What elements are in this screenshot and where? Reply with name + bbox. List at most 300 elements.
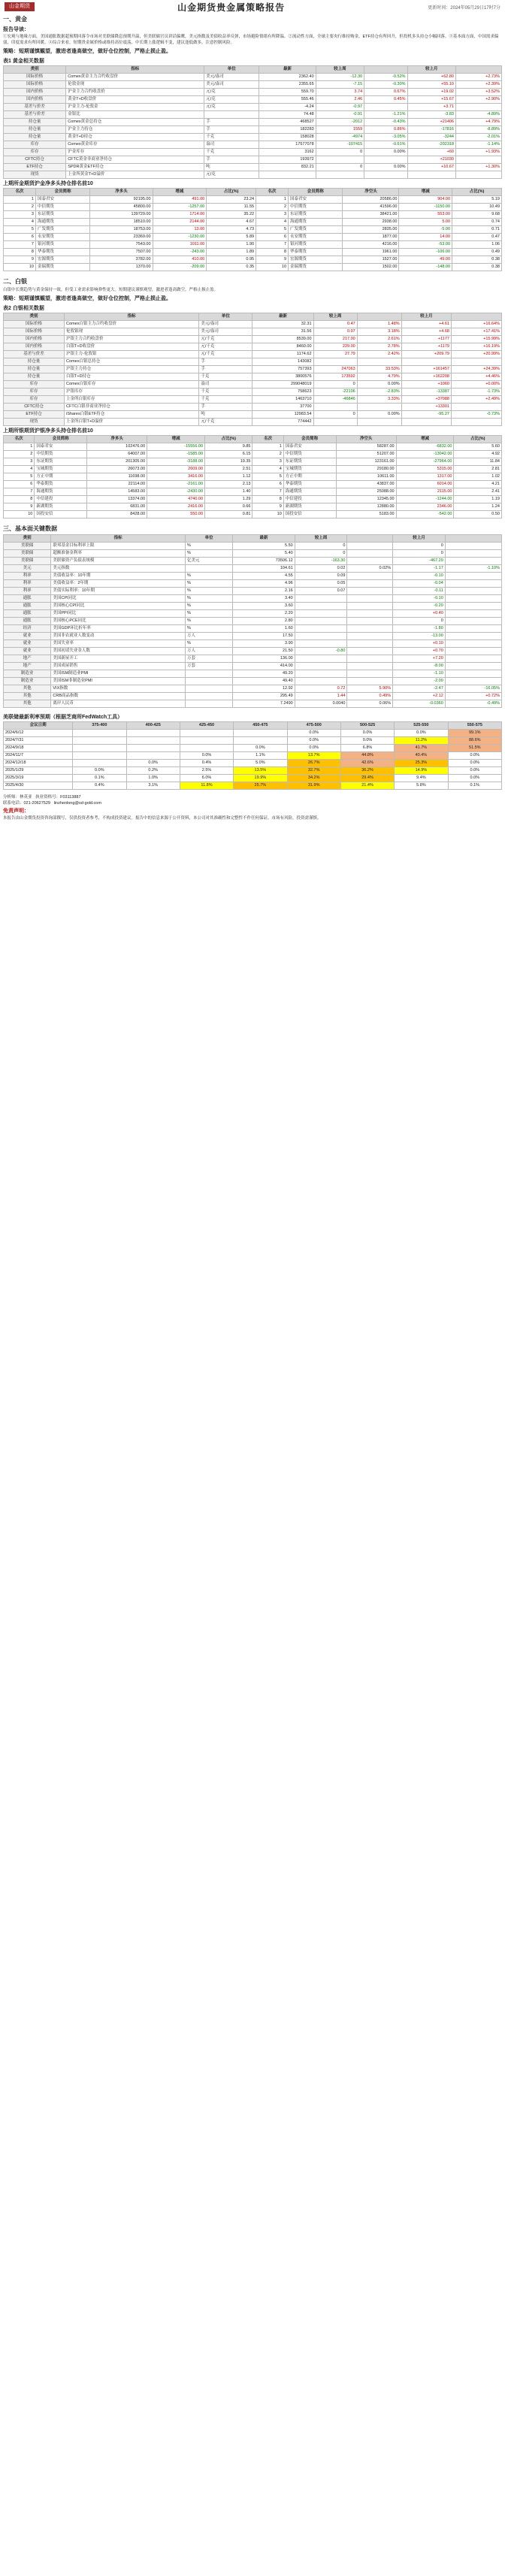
table-cell: 4.96: [233, 580, 295, 588]
author-qualification: 执业资格号：F03113887: [35, 795, 81, 800]
table-cell: -2.01%: [456, 134, 502, 141]
table-cell: Comex白银总持仓: [65, 358, 199, 366]
table-cell: 海通期货: [35, 488, 87, 496]
table-cell: 就业: [4, 648, 51, 655]
table-cell: -1244.00: [396, 496, 454, 503]
table-cell: 0.0%: [287, 745, 340, 752]
table-cell: 库存: [4, 149, 66, 156]
table-cell: 0.00%: [364, 149, 407, 156]
table-cell: -107415: [316, 141, 364, 149]
table-cell: 2.80: [233, 618, 295, 625]
table-cell: +24.39%: [451, 366, 501, 373]
table-cell: [456, 171, 502, 179]
table-cell: 559.70: [259, 89, 316, 96]
table-cell: [451, 404, 501, 411]
table-cell: 12880.00: [336, 503, 396, 511]
table-cell: 沪金主力合约收盘价: [66, 89, 204, 96]
table-cell: 手: [204, 156, 259, 164]
table-cell: 23369.00: [90, 234, 153, 241]
table-row: [4, 111, 502, 119]
table-cell: 758623: [252, 389, 313, 396]
table-cell: 10: [4, 511, 35, 519]
table-cell: 553.00: [399, 211, 452, 219]
table-cell: 1011.00: [153, 241, 207, 249]
table-cell: -13042.00: [396, 451, 454, 458]
table-cell: 5: [4, 226, 36, 234]
table-cell: [445, 648, 501, 655]
table-cell: 19.9%: [234, 775, 287, 782]
table-cell: [73, 752, 126, 760]
column-header: 净多头: [87, 436, 147, 443]
table-cell: +15.99%: [451, 336, 501, 343]
contact-phone: 联系电话：021-20627529: [3, 801, 50, 806]
table-cell: 美元指数: [51, 565, 186, 573]
table-cell: 4.21: [454, 481, 502, 488]
table-cell: 0: [393, 550, 446, 558]
table-cell: +3.71: [407, 104, 455, 111]
table-row: [4, 373, 502, 381]
table-cell: [180, 730, 233, 737]
table-cell: +162208: [401, 373, 451, 381]
table-cell: 东证期货: [289, 211, 343, 219]
table-cell: %: [185, 625, 232, 633]
table-cell: 2.46: [316, 96, 364, 104]
table-cell: 2938.00: [343, 219, 399, 226]
macro-data-table: [3, 534, 502, 708]
table-cell: +1060: [401, 381, 451, 389]
table-cell: -542.00: [396, 511, 454, 519]
table-cell: 1: [4, 196, 36, 204]
table-cell: 2144.00: [153, 219, 207, 226]
column-header: 450-475: [234, 722, 287, 730]
table-row: [4, 663, 502, 670]
table-cell: 7507.00: [90, 249, 153, 256]
table-cell: 49.40: [233, 678, 295, 685]
table-cell: [185, 565, 232, 573]
table-cell: 基差与价差: [4, 351, 65, 358]
gold-guide-title: 报告导读：: [3, 27, 29, 32]
table-cell: +0.72%: [445, 693, 501, 700]
table-cell: 元/克: [204, 96, 259, 104]
table-cell: 3: [252, 458, 283, 466]
table-cell: 5.60: [454, 443, 502, 451]
table-cell: %: [185, 580, 232, 588]
table-row: [4, 249, 502, 256]
table-cell: 通胀: [4, 618, 51, 625]
gold-table-title: 表1 黄金相关数据: [3, 59, 44, 64]
table-cell: 0.05: [295, 580, 347, 588]
table-cell: 持仓量: [4, 126, 66, 134]
table-cell: [445, 670, 501, 678]
table-cell: 手: [199, 404, 252, 411]
table-cell: +0.40: [393, 610, 446, 618]
table-cell: +16.19%: [451, 343, 501, 351]
table-cell: 金瑞期货: [35, 264, 89, 271]
table-cell: [451, 358, 501, 366]
table-cell: 1502.00: [343, 264, 399, 271]
table-cell: 手: [199, 366, 252, 373]
table-cell: 东证期货: [35, 211, 89, 219]
table-cell: 持仓量: [4, 134, 66, 141]
table-row: [4, 693, 502, 700]
column-header: 最新: [252, 313, 313, 321]
table-cell: 吨: [204, 164, 259, 171]
table-cell: 2.16: [233, 588, 295, 595]
table-cell: 173592: [313, 373, 357, 381]
table-row: [4, 381, 502, 389]
table-cell: 美元: [4, 565, 51, 573]
table-cell: 5: [4, 473, 35, 481]
gold-data-table: [3, 65, 502, 179]
table-cell: 美债实际利率：10年期: [51, 588, 186, 595]
table-cell: 手: [204, 119, 259, 126]
table-cell: [445, 663, 501, 670]
table-cell: 联邦基金目标利率上限: [51, 543, 186, 550]
table-cell: -1.10: [393, 670, 446, 678]
table-cell: 沪银主力持仓: [65, 366, 199, 373]
table-cell: [451, 419, 501, 426]
table-cell: -243.00: [153, 249, 207, 256]
table-cell: [364, 104, 407, 111]
contact-email[interactable]: linzhenlong@sd-gold.com: [53, 801, 101, 806]
table-cell: +15.67: [407, 96, 455, 104]
table-cell: Comex白银主力合约收盘价: [65, 321, 199, 328]
table-cell: %: [185, 543, 232, 550]
table-cell: 手: [204, 126, 259, 134]
table-cell: 1.48%: [357, 321, 401, 328]
table-cell: [357, 404, 401, 411]
table-cell: 3.18%: [357, 328, 401, 336]
table-cell: -12.30: [316, 74, 364, 81]
table-cell: 2025/1/29: [4, 767, 73, 775]
silver-table-title: 表2 白银相关数据: [3, 306, 44, 311]
table-cell: [445, 633, 501, 640]
table-cell: 10.49: [452, 204, 502, 211]
table-cell: 5183.00: [336, 511, 396, 519]
table-cell: +13301: [401, 404, 451, 411]
table-cell: [295, 595, 347, 603]
table-cell: 制造业: [4, 670, 51, 678]
table-cell: [347, 588, 393, 595]
disclaimer-title: 免责声明：: [3, 809, 29, 814]
table-cell: 4: [256, 219, 289, 226]
table-cell: -1.10%: [445, 565, 501, 573]
table-cell: 491.00: [153, 196, 207, 204]
table-cell: -5.00: [399, 226, 452, 234]
table-cell: +1177: [401, 336, 451, 343]
column-header: 占比(%): [452, 189, 502, 196]
table-cell: 0.0%: [395, 730, 448, 737]
table-cell: 2.81: [454, 466, 502, 473]
table-cell: CFTC持仓: [4, 404, 65, 411]
table-cell: [347, 558, 393, 565]
table-cell: [185, 685, 232, 693]
table-cell: 31.9%: [287, 782, 340, 790]
column-header: 较上月: [393, 535, 446, 543]
table-row: [4, 256, 502, 264]
table-cell: 现货: [4, 171, 66, 179]
table-cell: -0.10: [393, 573, 446, 580]
table-cell: 5315.00: [396, 466, 454, 473]
table-cell: +1179: [401, 343, 451, 351]
table-cell: +2.49%: [451, 396, 501, 404]
table-row: [4, 396, 502, 404]
table-cell: -0.97: [316, 104, 364, 111]
table-cell: 0.67%: [364, 89, 407, 96]
table-cell: 2609.00: [147, 466, 205, 473]
table-cell: 44.8%: [340, 752, 394, 760]
table-cell: SPDR黄金ETF持仓: [66, 164, 204, 171]
table-row: [4, 81, 502, 89]
table-row: [4, 366, 502, 373]
table-cell: 410.00: [153, 256, 207, 264]
table-cell: 6.0%: [180, 775, 233, 782]
table-row: [4, 618, 502, 625]
table-row: [4, 488, 502, 496]
table-cell: 2024/6/12: [4, 730, 73, 737]
table-cell: [347, 595, 393, 603]
author-line: [0, 794, 505, 800]
column-header: 净多头: [90, 189, 153, 196]
table-cell: 2362.40: [259, 74, 316, 81]
table-cell: 美国GDP环比折年率: [51, 625, 186, 633]
table-cell: 1.89: [207, 249, 256, 256]
table-cell: 0: [295, 543, 347, 550]
table-cell: -22106: [313, 389, 357, 396]
table-cell: 2.78%: [357, 343, 401, 351]
table-cell: 手: [199, 358, 252, 366]
table-cell: [185, 678, 232, 685]
table-cell: [364, 156, 407, 164]
table-cell: [234, 730, 287, 737]
table-cell: 1370.00: [90, 264, 153, 271]
report-header: [0, 0, 505, 14]
table-cell: 美国初请失业金人数: [51, 648, 186, 655]
table-cell: 6014.00: [396, 481, 454, 488]
column-header: 净空头: [336, 436, 396, 443]
table-cell: 8: [4, 249, 36, 256]
table-cell: -202318: [407, 141, 455, 149]
table-cell: +0.10: [393, 640, 446, 648]
table-cell: 158028: [259, 134, 316, 141]
table-cell: 555.46: [259, 96, 316, 104]
table-cell: 1.06: [452, 241, 502, 249]
table-row: [4, 745, 502, 752]
table-cell: 0: [295, 550, 347, 558]
table-cell: -4974: [316, 134, 364, 141]
table-cell: -0.0360: [393, 700, 446, 708]
table-cell: 美元/盎司: [204, 81, 259, 89]
table-cell: 0.95: [207, 256, 256, 264]
table-cell: %: [185, 550, 232, 558]
table-row: [4, 204, 502, 211]
table-cell: 美元/盎司: [199, 321, 252, 328]
table-cell: 13.7%: [287, 752, 340, 760]
table-cell: -106.00: [399, 249, 452, 256]
table-cell: [347, 625, 393, 633]
table-cell: [445, 573, 501, 580]
table-cell: [401, 358, 451, 366]
table-cell: 0.2%: [126, 767, 180, 775]
table-cell: +4.79%: [456, 119, 502, 126]
table-cell: 0.00%: [364, 164, 407, 171]
table-cell: 414.00: [233, 663, 295, 670]
table-row: [4, 404, 502, 411]
table-cell: [180, 737, 233, 745]
table-cell: -0.49%: [445, 700, 501, 708]
table-cell: 58287.00: [336, 443, 396, 451]
table-cell: -27964.00: [396, 458, 454, 466]
table-cell: 2.41: [454, 488, 502, 496]
table-cell: 3.60: [233, 603, 295, 610]
table-cell: -2012: [316, 119, 364, 126]
silver-rank-table: [3, 435, 502, 519]
table-cell: 现货: [4, 419, 65, 426]
table-row: [4, 141, 502, 149]
table-cell: 2.5%: [180, 767, 233, 775]
table-cell: 7: [4, 241, 36, 249]
table-cell: 3: [256, 211, 289, 219]
table-cell: 21.50: [233, 648, 295, 655]
table-cell: -0.61%: [364, 141, 407, 149]
table-cell: 吨: [199, 411, 252, 419]
silver-rank-title: 上期所银期货沪银净多头持仓排名前10: [3, 428, 93, 434]
table-cell: %: [185, 595, 232, 603]
table-cell: 8428.00: [87, 511, 147, 519]
table-cell: 库存: [4, 389, 65, 396]
table-cell: 千克: [199, 373, 252, 381]
table-cell: 千克: [199, 389, 252, 396]
table-cell: 国际价格: [4, 74, 66, 81]
table-cell: 2025/3/19: [4, 775, 73, 782]
table-cell: CFTC白银非商业净持仓: [65, 404, 199, 411]
table-cell: 3: [4, 458, 35, 466]
column-header: [347, 535, 393, 543]
table-cell: 0: [393, 543, 446, 550]
table-cell: [126, 745, 180, 752]
table-cell: 海通期货: [35, 219, 89, 226]
table-cell: 832.21: [259, 164, 316, 171]
table-cell: CRB商品指数: [51, 693, 186, 700]
table-cell: 盎司: [199, 381, 252, 389]
table-cell: 2: [256, 204, 289, 211]
table-cell: [316, 156, 364, 164]
table-cell: 美国非农就业人数变动: [51, 633, 186, 640]
table-cell: +4.46%: [451, 373, 501, 381]
table-cell: 2416.00: [147, 503, 205, 511]
table-cell: -6832.00: [396, 443, 454, 451]
table-cell: 广发期货: [35, 226, 89, 234]
table-cell: 0.71: [452, 226, 502, 234]
table-cell: 1: [4, 443, 35, 451]
column-header: 425-450: [180, 722, 233, 730]
table-cell: ETF持仓: [4, 164, 66, 171]
table-cell: 3782.00: [90, 256, 153, 264]
table-cell: 万人: [185, 648, 232, 655]
table-row: [4, 234, 502, 241]
table-cell: -16.05%: [445, 685, 501, 693]
table-cell: -0.04: [393, 580, 446, 588]
table-cell: 32.31: [252, 321, 313, 328]
table-row: [4, 752, 502, 760]
table-cell: 3.33%: [357, 396, 401, 404]
table-cell: +21406: [407, 119, 455, 126]
table-cell: 2346.00: [396, 503, 454, 511]
table-cell: 0.00%: [357, 411, 401, 419]
table-cell: [295, 678, 347, 685]
column-header: [364, 66, 407, 74]
table-cell: 利率: [4, 573, 51, 580]
table-cell: 3800576: [252, 373, 313, 381]
table-row: [4, 411, 502, 419]
table-cell: 0.4%: [73, 782, 126, 790]
table-cell: 新湖期货: [283, 503, 336, 511]
table-cell: 49.00: [399, 256, 452, 264]
table-cell: 32.7%: [287, 767, 340, 775]
table-cell: 2024/12/18: [4, 760, 73, 767]
table-cell: 11698.00: [87, 473, 147, 481]
table-cell: 永安期货: [35, 234, 89, 241]
table-cell: 0.38: [452, 256, 502, 264]
table-cell: 7: [256, 241, 289, 249]
table-cell: %: [185, 603, 232, 610]
column-header: 会员简称: [35, 436, 87, 443]
table-cell: [295, 633, 347, 640]
table-cell: 5.0%: [234, 760, 287, 767]
table-cell: 1.60: [233, 625, 295, 633]
report-title: 山金期货贵金属策略报告: [177, 2, 286, 13]
table-cell: 元/千克: [199, 343, 252, 351]
table-row: [4, 685, 502, 693]
table-row: [4, 336, 502, 343]
table-cell: 2024/9/18: [4, 745, 73, 752]
table-cell: 29180.00: [336, 466, 396, 473]
table-cell: +1.30%: [456, 164, 502, 171]
table-cell: 10: [256, 264, 289, 271]
table-row: [4, 730, 502, 737]
table-cell: [259, 171, 316, 179]
table-cell: %: [185, 573, 232, 580]
table-cell: [295, 625, 347, 633]
column-header: 会员简称: [283, 436, 336, 443]
table-cell: 14.9%: [395, 767, 448, 775]
table-cell: +60: [407, 149, 455, 156]
table-cell: 0.0%: [287, 730, 340, 737]
table-row: [4, 573, 502, 580]
table-cell: 9: [252, 503, 283, 511]
table-cell: [126, 752, 180, 760]
table-cell: 万套: [185, 655, 232, 663]
column-header: 指标: [66, 66, 204, 74]
table-cell: 14583.00: [87, 488, 147, 496]
column-header: 增减: [399, 189, 452, 196]
table-cell: +55.10: [407, 81, 455, 89]
table-cell: 904.00: [399, 196, 452, 204]
table-cell: %: [185, 588, 232, 595]
table-cell: 12345.00: [336, 496, 396, 503]
table-cell: 1.44: [295, 693, 347, 700]
table-cell: 1.1%: [234, 752, 287, 760]
table-cell: 99.1%: [448, 730, 501, 737]
silver-guide-text: 白银中长期趋势与黄金保持一致，但受工业需求影响弹性更大。短期建议谨慎观望，激进者逢高做空，严格止损止盈。: [3, 288, 219, 292]
table-cell: 国际价格: [4, 321, 65, 328]
table-cell: [347, 648, 393, 655]
table-cell: -1.21%: [364, 111, 407, 119]
table-cell: 9.68: [452, 211, 502, 219]
table-cell: 美联储: [4, 558, 51, 565]
table-cell: -1585.00: [147, 451, 205, 458]
report-page: [0, 0, 505, 821]
